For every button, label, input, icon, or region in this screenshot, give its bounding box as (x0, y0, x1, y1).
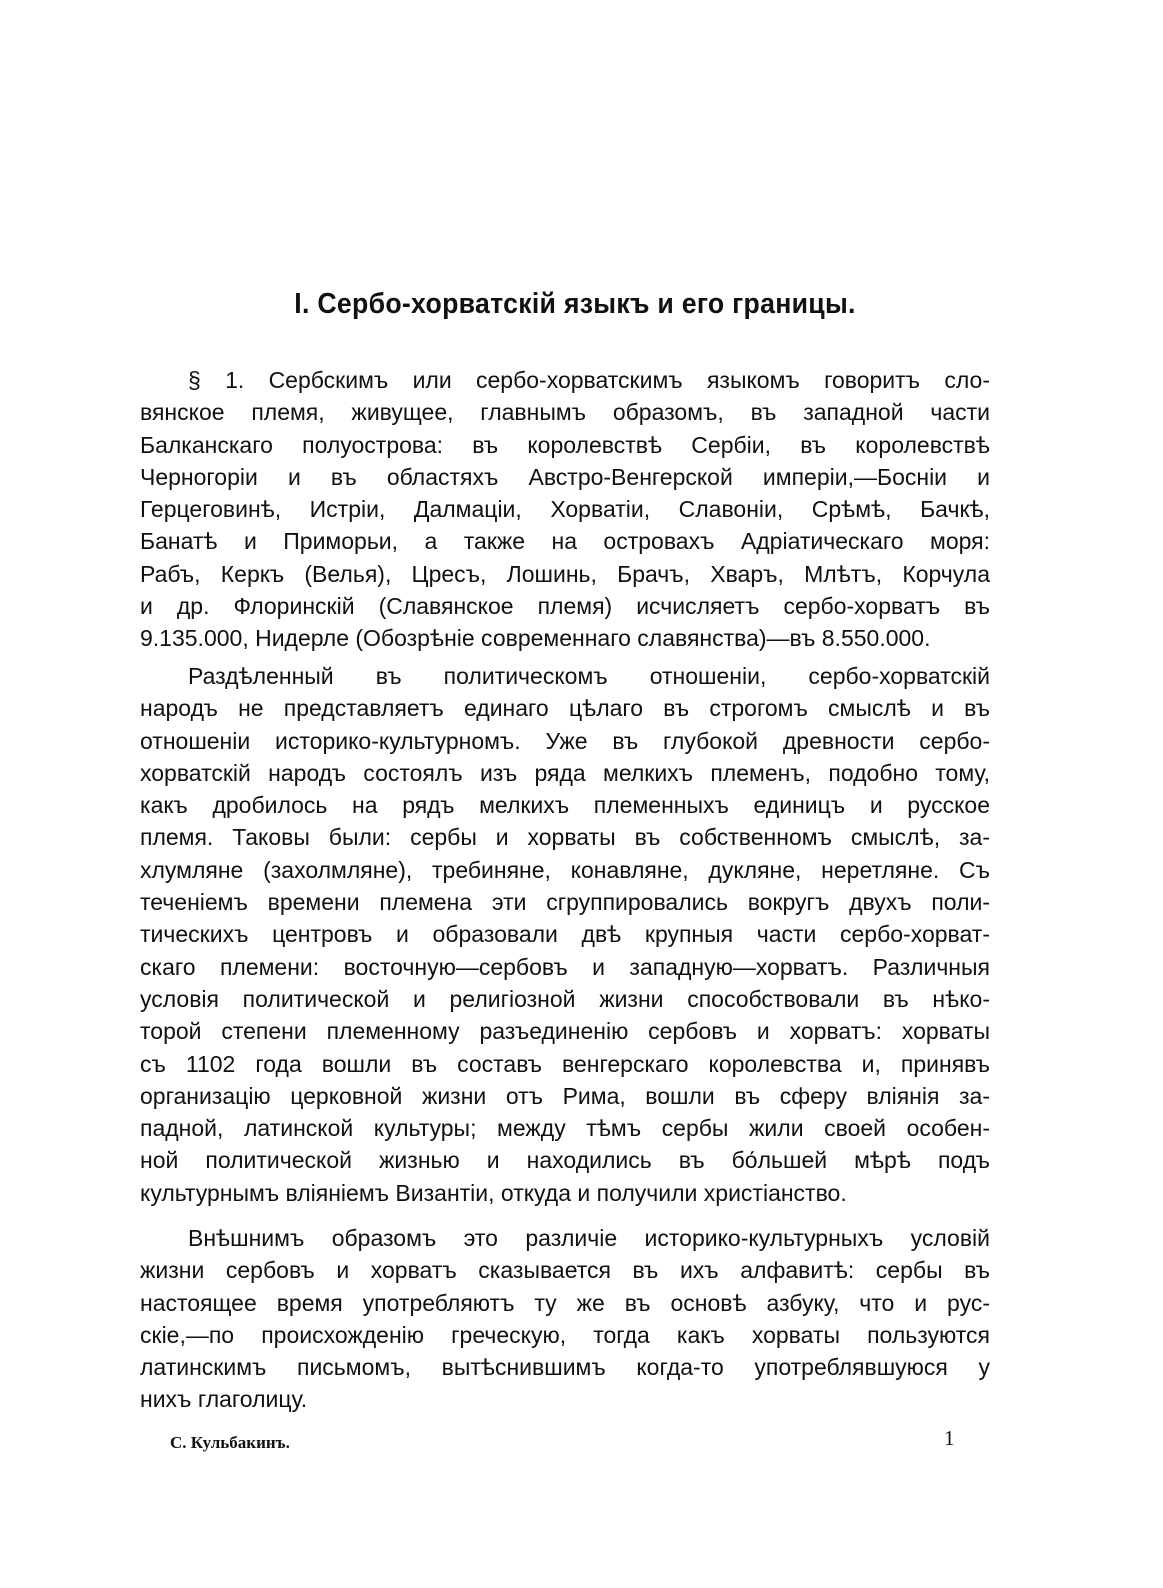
text-line: настоящее время употребляютъ ту же въ основѣ азбуку, что и рус- (140, 1289, 990, 1316)
text-line: съ 1102 года вошли въ составъ венгерскаго королевства и, принявъ (140, 1050, 990, 1077)
text-line: теченіемъ времени племена эти сгруппировались вокругъ двухъ поли- (140, 889, 990, 916)
text-line: и др. Флоринскій (Славянское племя) исчисляетъ сербо-хорватъ въ (140, 593, 990, 620)
text-line: хлумляне (захолмляне), требиняне, конавляне, дукляне, неретляне. Съ (140, 856, 990, 883)
text-line: латинскимъ письмомъ, вытѣснившимъ когда-то употреблявшуюся у (140, 1354, 990, 1381)
text-line: торой степени племенному разъединенію сербовъ и хорватъ: хорваты (140, 1018, 990, 1045)
text-line: тическихъ центровъ и образовали двѣ крупныя части сербо-хорват- (140, 921, 990, 948)
text-line: хорватскій народъ состоялъ изъ ряда мелкихъ племенъ, подобно тому, (140, 759, 990, 786)
text-line: отношеніи историко-культурномъ. Уже въ глубокой древности сербо- (140, 727, 990, 754)
text-line: организацію церковной жизни отъ Рима, вошли въ сферу вліянія за- (140, 1082, 990, 1109)
text-line: § 1. Сербскимъ или сербо-хорватскимъ языкомъ говоритъ сло- (188, 367, 990, 393)
author-signature: С. Кульбакинъ. (170, 1433, 290, 1452)
page-number: 1 (944, 1426, 955, 1450)
text-line: какъ дробилось на рядъ мелкихъ племенныхъ единицъ и русское (140, 792, 990, 819)
text-line: народъ не представляетъ единаго цѣлаго въ строгомъ смыслѣ и въ (140, 695, 990, 722)
text-line: Внѣшнимъ образомъ это различіе историко-культурныхъ условій (188, 1225, 990, 1251)
text-line: Балканскаго полуострова: въ королевствѣ Сербіи, въ королевствѣ (140, 431, 990, 458)
text-line: племя. Таковы были: сербы и хорваты въ собственномъ смыслѣ, за- (140, 824, 990, 851)
text-line: 9.135.000, Нидерле (Обозрѣніе современнаго славянства)—въ 8.550.000. (140, 625, 931, 652)
text-line: вянское племя, живущее, главнымъ образомъ, въ западной части (140, 399, 990, 426)
paragraph-3 (140, 1222, 990, 1416)
text-line: Герцеговинѣ, Истріи, Далмаціи, Хорватіи, Славоніи, Срѣмѣ, Бачкѣ, (140, 496, 990, 523)
text-line: Рабъ, Керкъ (Велья), Цресъ, Лошинь, Брачъ, Хваръ, Млѣтъ, Корчула (140, 560, 990, 587)
text-line: Черногоріи и въ областяхъ Австро-Венгерской имперіи,—Босніи и (140, 463, 990, 490)
text-line: культурнымъ вліяніемъ Византіи, откуда и получили христіанство. (140, 1179, 847, 1206)
text-line: условія политической и религіозной жизни способствовали въ нѣко- (140, 985, 990, 1012)
text-line: нихъ глаголицу. (140, 1386, 308, 1413)
text-line: ной политической жизнью и находились въ бо́льшей мѣрѣ подъ (140, 1147, 990, 1174)
text-line: падной, латинской культуры; между тѣмъ сербы жили своей особен- (140, 1115, 990, 1142)
text-line: скіе,—по происхожденію греческую, тогда какъ хорваты пользуются (140, 1321, 990, 1348)
text-line: Раздѣленный въ политическомъ отношеніи, сербо-хорватскій (188, 663, 990, 689)
text-line: скаго племени: восточную—сербовъ и западную—хорватъ. Различныя (140, 953, 990, 980)
text-line: Банатѣ и Приморьи, а также на островахъ Адріатическаго моря: (140, 528, 990, 555)
text-line: жизни сербовъ и хорватъ сказывается въ ихъ алфавитѣ: сербы въ (140, 1257, 990, 1284)
paragraph-2 (140, 660, 990, 1209)
page-title: I. Сербо-хорватскій языкъ и его границы. (294, 288, 856, 320)
paragraph-1 (140, 364, 990, 655)
